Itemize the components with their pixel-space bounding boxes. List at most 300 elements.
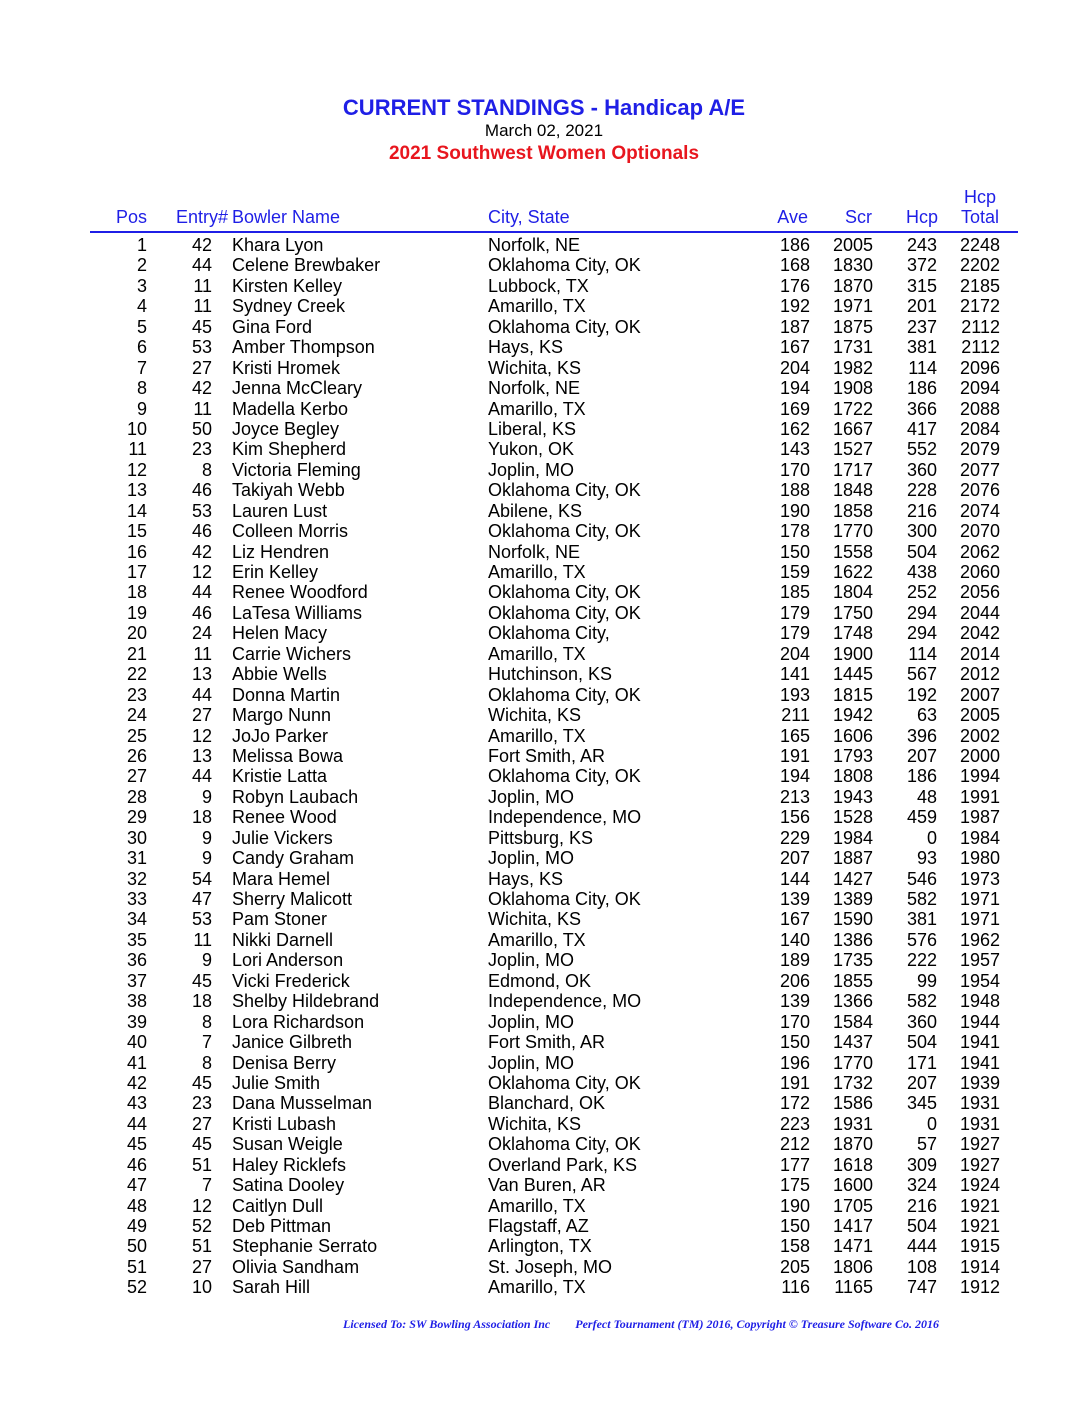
cell-ave: 116 (781, 1277, 810, 1298)
cell-ave: 211 (781, 705, 810, 726)
cell-ave: 170 (779, 459, 810, 480)
cell-scr: 1971 (832, 296, 873, 317)
cell-bowler-name: Helen Macy (232, 623, 328, 644)
cell-hcp: 99 (916, 970, 937, 991)
cell-hcp-total: 2172 (959, 296, 1000, 317)
cell-pos: 4 (136, 296, 147, 317)
cell-city-state: Norfolk, NE (488, 378, 581, 399)
cell-bowler-name: Satina Dooley (232, 1175, 345, 1196)
cell-pos: 3 (136, 275, 147, 296)
cell-hcp-total: 2070 (959, 521, 1000, 542)
cell-hcp-total: 1921 (959, 1195, 1000, 1216)
cell-ave: 159 (779, 562, 810, 582)
cell-city-state: Yukon, OK (488, 439, 575, 460)
cell-hcp: 0 (926, 827, 937, 848)
cell-entry: 7 (201, 1032, 212, 1053)
cell-scr: 1600 (832, 1175, 873, 1196)
cell-hcp: 294 (906, 623, 937, 644)
cell-hcp-total: 1931 (959, 1093, 1000, 1114)
cell-bowler-name: Erin Kelley (232, 562, 319, 582)
cell-pos: 8 (136, 378, 147, 399)
cell-ave: 190 (779, 1195, 810, 1216)
cell-pos: 34 (126, 909, 147, 930)
cell-entry: 11 (193, 296, 212, 317)
cell-entry: 53 (191, 909, 212, 930)
cell-ave: 175 (779, 1175, 810, 1196)
cell-bowler-name: Sarah Hill (232, 1277, 311, 1298)
cell-pos: 2 (136, 255, 147, 276)
cell-ave: 143 (779, 439, 810, 460)
col-hcp-total-bottom: Total (960, 207, 1000, 227)
cell-pos: 5 (136, 316, 147, 337)
cell-pos: 21 (126, 643, 147, 664)
cell-city-state: Wichita, KS (488, 1113, 582, 1134)
cell-ave: 139 (779, 889, 810, 909)
table-row (0, 1216, 1088, 1236)
cell-hcp-total: 2056 (959, 582, 1000, 603)
table-row (0, 1073, 1088, 1093)
cell-hcp-total: 1944 (959, 1011, 1000, 1032)
cell-entry: 23 (191, 439, 212, 460)
cell-hcp: 216 (906, 500, 937, 521)
cell-hcp: 243 (906, 235, 937, 255)
cell-hcp-total: 2202 (959, 255, 1000, 276)
cell-pos: 28 (126, 786, 147, 807)
cell-hcp-total: 2077 (959, 459, 1000, 480)
cell-scr: 1870 (832, 275, 873, 296)
cell-city-state: Amarillo, TX (488, 725, 586, 746)
cell-scr: 1606 (832, 725, 873, 746)
cell-city-state: Fort Smith, AR (488, 1032, 606, 1053)
cell-pos: 24 (126, 705, 147, 726)
cell-hcp: 360 (906, 1011, 937, 1032)
cell-city-state: Oklahoma City, OK (488, 602, 641, 623)
cell-scr: 1622 (832, 562, 873, 582)
cell-hcp: 294 (906, 602, 937, 623)
cell-bowler-name: Julie Smith (232, 1072, 321, 1093)
cell-bowler-name: Lori Anderson (232, 950, 344, 971)
cell-hcp: 360 (906, 459, 937, 480)
cell-hcp-total: 2074 (959, 500, 1000, 521)
cell-entry: 42 (191, 541, 212, 562)
table-row (0, 399, 1088, 419)
cell-entry: 45 (191, 1072, 212, 1093)
cell-entry: 52 (191, 1216, 212, 1236)
event-name: 2021 Southwest Women Optionals (388, 143, 700, 164)
cell-scr: 1770 (832, 1052, 873, 1073)
cell-bowler-name: Melissa Bowa (232, 745, 344, 766)
cell-scr: 1808 (832, 766, 873, 787)
cell-pos: 6 (136, 337, 147, 358)
cell-entry: 44 (191, 582, 212, 603)
cell-scr: 1875 (832, 316, 873, 337)
cell-city-state: Oklahoma City, (488, 623, 610, 644)
cell-ave: 140 (779, 929, 810, 950)
cell-scr: 1931 (832, 1113, 873, 1134)
cell-pos: 43 (126, 1093, 147, 1114)
cell-ave: 178 (779, 521, 810, 542)
cell-hcp: 444 (906, 1236, 937, 1257)
cell-city-state: Amarillo, TX (488, 562, 586, 582)
cell-entry: 44 (191, 684, 212, 705)
cell-ave: 207 (779, 848, 810, 869)
cell-ave: 139 (779, 991, 810, 1012)
cell-pos: 19 (126, 602, 147, 623)
cell-hcp-total: 1971 (959, 909, 1000, 930)
cell-bowler-name: Kristie Latta (232, 766, 328, 787)
cell-scr: 1417 (832, 1216, 873, 1236)
cell-city-state: Oklahoma City, OK (488, 316, 641, 337)
cell-ave: 169 (779, 398, 810, 419)
cell-hcp-total: 1931 (959, 1113, 1000, 1134)
table-row (0, 828, 1088, 848)
cell-hcp: 567 (906, 664, 937, 685)
cell-city-state: Joplin, MO (488, 950, 575, 971)
cell-city-state: Joplin, MO (488, 459, 575, 480)
cell-hcp-total: 1971 (959, 889, 1000, 909)
cell-scr: 1667 (832, 418, 873, 439)
cell-ave: 191 (779, 745, 810, 766)
cell-ave: 189 (779, 950, 810, 971)
cell-bowler-name: Carrie Wichers (232, 643, 352, 664)
cell-entry: 51 (191, 1154, 212, 1175)
cell-hcp-total: 1914 (959, 1256, 1000, 1277)
cell-entry: 23 (191, 1093, 212, 1114)
table-row (0, 746, 1088, 766)
cell-pos: 50 (126, 1236, 147, 1257)
cell-hcp-total: 2248 (959, 235, 1000, 255)
table-row (0, 950, 1088, 970)
cell-bowler-name: Robyn Laubach (232, 786, 359, 807)
cell-scr: 1943 (832, 786, 873, 807)
cell-scr: 1437 (832, 1032, 873, 1053)
cell-city-state: Hays, KS (488, 337, 564, 358)
table-row (0, 1236, 1088, 1256)
cell-entry: 54 (191, 868, 212, 889)
cell-pos: 33 (126, 889, 147, 909)
cell-scr: 1770 (832, 521, 873, 542)
header-divider (90, 231, 1018, 233)
cell-city-state: Amarillo, TX (488, 398, 586, 419)
cell-entry: 45 (191, 1134, 212, 1155)
cell-entry: 13 (191, 664, 212, 685)
cell-entry: 8 (201, 1011, 212, 1032)
cell-hcp: 57 (916, 1134, 937, 1155)
cell-ave: 162 (779, 418, 810, 439)
cell-city-state: Overland Park, KS (488, 1154, 638, 1175)
table-row (0, 848, 1088, 868)
table-row (0, 255, 1088, 275)
cell-hcp: 63 (916, 705, 937, 726)
cell-hcp-total: 2062 (959, 541, 1000, 562)
cell-hcp: 504 (906, 541, 937, 562)
cell-pos: 20 (126, 623, 147, 644)
cell-scr: 1427 (832, 868, 873, 889)
cell-hcp-total: 1941 (959, 1032, 1000, 1053)
cell-bowler-name: Denisa Berry (232, 1052, 337, 1073)
cell-bowler-name: Pam Stoner (232, 909, 328, 930)
cell-scr: 1830 (832, 255, 873, 276)
cell-hcp: 48 (916, 786, 937, 807)
cell-pos: 12 (126, 459, 147, 480)
cell-bowler-name: Kim Shepherd (232, 439, 347, 460)
cell-scr: 1793 (832, 745, 873, 766)
table-row (0, 378, 1088, 398)
cell-hcp-total: 1941 (959, 1052, 1000, 1073)
cell-scr: 2005 (832, 235, 873, 255)
cell-city-state: Oklahoma City, OK (488, 582, 641, 603)
cell-bowler-name: Celene Brewbaker (232, 255, 381, 276)
cell-scr: 1731 (832, 337, 873, 358)
cell-pos: 39 (126, 1011, 147, 1032)
cell-bowler-name: Takiyah Webb (232, 480, 345, 501)
cell-hcp: 381 (906, 337, 937, 358)
cell-bowler-name: LaTesa Williams (232, 602, 363, 623)
table-row (0, 480, 1088, 500)
cell-entry: 9 (201, 950, 212, 971)
col-hcp: Hcp (905, 207, 938, 227)
cell-ave: 194 (779, 378, 810, 399)
cell-bowler-name: Caitlyn Dull (232, 1195, 324, 1216)
cell-city-state: Oklahoma City, OK (488, 1072, 641, 1093)
cell-city-state: Liberal, KS (488, 418, 577, 439)
cell-entry: 46 (191, 602, 212, 623)
cell-scr: 1558 (832, 541, 873, 562)
cell-city-state: Wichita, KS (488, 705, 582, 726)
table-row (0, 1012, 1088, 1032)
cell-bowler-name: Colleen Morris (232, 521, 349, 542)
cell-city-state: Oklahoma City, OK (488, 1134, 641, 1155)
cell-hcp-total: 1927 (959, 1134, 1000, 1155)
cell-city-state: Oklahoma City, OK (488, 684, 641, 705)
cell-entry: 45 (191, 316, 212, 337)
cell-hcp: 504 (906, 1032, 937, 1053)
cell-city-state: Amarillo, TX (488, 1277, 586, 1298)
cell-ave: 150 (779, 1032, 810, 1053)
cell-entry: 8 (201, 459, 212, 480)
col-scr: Scr (845, 207, 872, 227)
cell-hcp: 207 (906, 745, 937, 766)
cell-scr: 1804 (832, 582, 873, 603)
cell-scr: 1722 (832, 398, 873, 419)
cell-hcp: 300 (906, 521, 937, 542)
cell-ave: 190 (779, 500, 810, 521)
footer-license: Licensed To: SW Bowling Association Inc (343, 1317, 551, 1331)
cell-hcp-total: 2088 (959, 398, 1000, 419)
cell-hcp: 381 (906, 909, 937, 930)
cell-city-state: Oklahoma City, OK (488, 766, 641, 787)
cell-entry: 27 (191, 1256, 212, 1277)
cell-entry: 9 (201, 827, 212, 848)
cell-scr: 1705 (832, 1195, 873, 1216)
cell-ave: 191 (779, 1072, 810, 1093)
cell-hcp-total: 1924 (959, 1175, 1000, 1196)
cell-hcp-total: 1962 (959, 929, 1000, 950)
cell-hcp-total: 2060 (959, 562, 1000, 582)
cell-entry: 10 (191, 1277, 212, 1298)
cell-bowler-name: Madella Kerbo (232, 398, 349, 419)
cell-scr: 1386 (832, 929, 873, 950)
cell-bowler-name: Vicki Frederick (232, 970, 350, 991)
cell-city-state: Wichita, KS (488, 357, 582, 378)
cell-city-state: Oklahoma City, OK (488, 889, 641, 909)
cell-pos: 49 (126, 1216, 147, 1236)
cell-bowler-name: Margo Nunn (232, 705, 332, 726)
col-hcp-total-top: Hcp (963, 187, 996, 207)
cell-scr: 1590 (832, 909, 873, 930)
table-row (0, 1032, 1088, 1052)
cell-city-state: Hays, KS (488, 868, 564, 889)
table-row (0, 807, 1088, 827)
cell-ave: 141 (779, 664, 810, 685)
cell-city-state: Hutchinson, KS (488, 664, 613, 685)
cell-city-state: Edmond, OK (488, 970, 592, 991)
cell-bowler-name: Renee Wood (232, 807, 337, 828)
cell-bowler-name: Candy Graham (232, 848, 355, 869)
cell-ave: 223 (779, 1113, 810, 1134)
cell-hcp: 186 (906, 378, 937, 399)
cell-ave: 188 (779, 480, 810, 501)
cell-hcp-total: 2012 (959, 664, 1000, 685)
table-row (0, 623, 1088, 643)
cell-hcp-total: 1991 (959, 786, 1000, 807)
cell-scr: 1735 (832, 950, 873, 971)
cell-pos: 45 (126, 1134, 147, 1155)
cell-hcp: 228 (906, 480, 937, 501)
cell-entry: 12 (191, 562, 212, 582)
cell-bowler-name: Deb Pittman (232, 1216, 332, 1236)
table-row (0, 869, 1088, 889)
cell-pos: 1 (136, 235, 147, 255)
cell-ave: 206 (779, 970, 810, 991)
cell-city-state: Flagstaff, AZ (488, 1216, 589, 1236)
table-row (0, 1134, 1088, 1154)
cell-bowler-name: Amber Thompson (232, 337, 375, 358)
cell-hcp-total: 2002 (959, 725, 1000, 746)
table-row (0, 726, 1088, 746)
cell-entry: 44 (191, 255, 212, 276)
cell-ave: 205 (779, 1256, 810, 1277)
table-row (0, 1257, 1088, 1277)
cell-ave: 156 (779, 807, 810, 828)
table-row (0, 1053, 1088, 1073)
table-row (0, 766, 1088, 786)
cell-ave: 165 (779, 725, 810, 746)
cell-entry: 7 (201, 1175, 212, 1196)
cell-pos: 27 (126, 766, 147, 787)
cell-scr: 1858 (832, 500, 873, 521)
cell-ave: 150 (779, 1216, 810, 1236)
column-header-row (0, 188, 1088, 232)
cell-city-state: Fort Smith, AR (488, 745, 606, 766)
cell-scr: 1900 (832, 643, 873, 664)
cell-hcp: 747 (906, 1277, 937, 1298)
cell-city-state: Oklahoma City, OK (488, 480, 641, 501)
cell-scr: 1870 (832, 1134, 873, 1155)
cell-pos: 41 (126, 1052, 147, 1073)
cell-ave: 204 (779, 643, 810, 664)
cell-hcp: 396 (906, 725, 937, 746)
cell-city-state: Joplin, MO (488, 786, 575, 807)
cell-ave: 194 (779, 766, 810, 787)
cell-pos: 44 (126, 1113, 147, 1134)
cell-ave: 192 (779, 296, 810, 317)
cell-entry: 11 (193, 275, 212, 296)
cell-pos: 37 (126, 970, 147, 991)
cell-bowler-name: Victoria Fleming (232, 459, 361, 480)
standings-date: March 02, 2021 (484, 121, 604, 140)
cell-scr: 1750 (832, 602, 873, 623)
table-row (0, 603, 1088, 623)
cell-entry: 53 (191, 500, 212, 521)
cell-hcp-total: 2042 (959, 623, 1000, 644)
cell-ave: 229 (779, 827, 810, 848)
table-row (0, 501, 1088, 521)
table-row (0, 787, 1088, 807)
cell-entry: 9 (201, 786, 212, 807)
cell-ave: 212 (779, 1134, 810, 1155)
col-pos: Pos (115, 207, 147, 227)
cell-pos: 29 (126, 807, 147, 828)
cell-bowler-name: Haley Ricklefs (232, 1154, 347, 1175)
cell-city-state: Blanchard, OK (488, 1093, 606, 1114)
cell-scr: 1445 (832, 664, 873, 685)
cell-entry: 45 (191, 970, 212, 991)
cell-pos: 9 (136, 398, 147, 419)
cell-entry: 12 (191, 725, 212, 746)
cell-pos: 46 (126, 1154, 147, 1175)
cell-scr: 1815 (832, 684, 873, 705)
cell-hcp-total: 2005 (959, 705, 1000, 726)
cell-entry: 46 (191, 480, 212, 501)
cell-pos: 31 (126, 848, 147, 869)
cell-hcp-total: 1984 (959, 827, 1000, 848)
table-row (0, 562, 1088, 582)
cell-scr: 1528 (832, 807, 873, 828)
cell-ave: 187 (779, 316, 810, 337)
cell-city-state: Amarillo, TX (488, 929, 586, 950)
cell-hcp: 315 (906, 275, 937, 296)
cell-ave: 158 (779, 1236, 810, 1257)
cell-entry: 11 (193, 929, 212, 950)
cell-hcp: 309 (906, 1154, 937, 1175)
cell-scr: 1165 (834, 1277, 873, 1298)
cell-hcp-total: 1994 (959, 766, 1000, 787)
cell-bowler-name: Lora Richardson (232, 1011, 365, 1032)
table-row (0, 664, 1088, 684)
cell-entry: 9 (201, 848, 212, 869)
cell-scr: 1942 (832, 705, 873, 726)
cell-hcp: 576 (906, 929, 937, 950)
table-row (0, 644, 1088, 664)
cell-hcp: 108 (906, 1256, 937, 1277)
col-entry: Entry# (175, 207, 228, 227)
col-city-state: City, State (488, 207, 570, 227)
cell-bowler-name: Mara Hemel (232, 868, 331, 889)
cell-hcp: 216 (906, 1195, 937, 1216)
page-title: CURRENT STANDINGS - Handicap A/E (342, 95, 746, 120)
cell-entry: 53 (191, 337, 212, 358)
cell-ave: 179 (779, 602, 810, 623)
cell-city-state: Van Buren, AR (488, 1175, 606, 1196)
cell-pos: 47 (126, 1175, 147, 1196)
table-row (0, 317, 1088, 337)
cell-entry: 12 (191, 1195, 212, 1216)
table-row (0, 1175, 1088, 1195)
table-row (0, 439, 1088, 459)
cell-hcp-total: 2112 (961, 337, 1000, 358)
table-row (0, 991, 1088, 1011)
